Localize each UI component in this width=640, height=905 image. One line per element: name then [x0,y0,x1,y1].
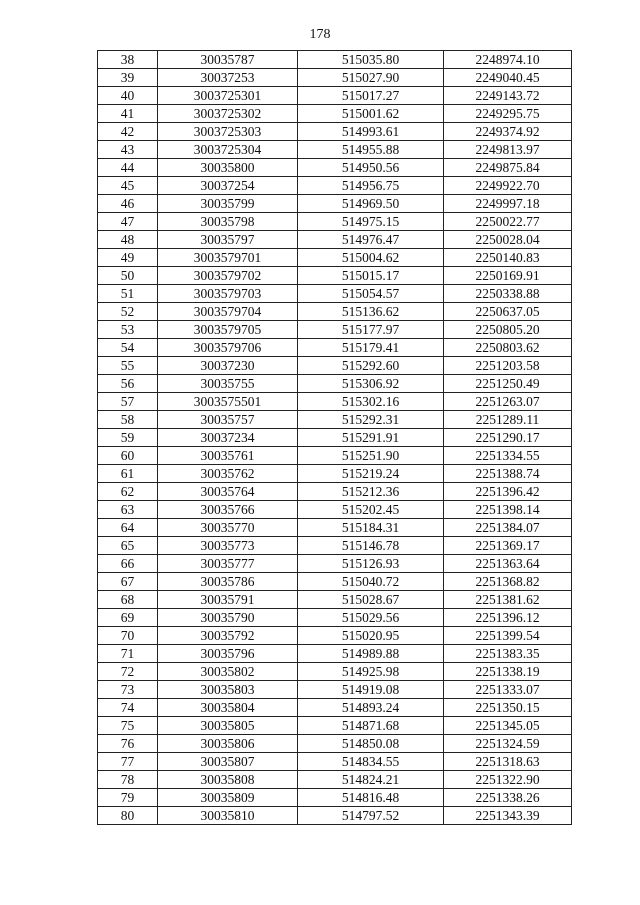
point-id-cell: 30037254 [158,177,298,195]
y-coordinate-cell: 2251396.42 [444,483,572,501]
point-id-cell: 30035792 [158,627,298,645]
x-coordinate-cell: 514975.15 [298,213,444,231]
row-index-cell: 68 [98,591,158,609]
table-row [98,501,572,519]
table-row [98,429,572,447]
table-row [98,411,572,429]
table-row [98,123,572,141]
row-index-cell: 55 [98,357,158,375]
x-coordinate-cell: 515251.90 [298,447,444,465]
point-id-cell: 30035806 [158,735,298,753]
y-coordinate-cell: 2251250.49 [444,375,572,393]
y-coordinate-cell: 2250169.91 [444,267,572,285]
point-id-cell: 30035791 [158,591,298,609]
x-coordinate-cell: 515219.24 [298,465,444,483]
y-coordinate-cell: 2251350.15 [444,699,572,717]
table-row [98,753,572,771]
row-index-cell: 41 [98,105,158,123]
table-row [98,159,572,177]
x-coordinate-cell: 515020.95 [298,627,444,645]
row-index-cell: 77 [98,753,158,771]
row-index-cell: 65 [98,537,158,555]
table-row [98,393,572,411]
table-row [98,303,572,321]
y-coordinate-cell: 2251318.63 [444,753,572,771]
row-index-cell: 74 [98,699,158,717]
y-coordinate-cell: 2250028.04 [444,231,572,249]
row-index-cell: 46 [98,195,158,213]
table-row [98,573,572,591]
y-coordinate-cell: 2251322.90 [444,771,572,789]
row-index-cell: 80 [98,807,158,825]
table-row [98,285,572,303]
point-id-cell: 3003579705 [158,321,298,339]
point-id-cell: 30035787 [158,51,298,69]
table-row [98,591,572,609]
table-row [98,717,572,735]
point-id-cell: 30035798 [158,213,298,231]
point-id-cell: 3003579704 [158,303,298,321]
table-row [98,51,572,69]
point-id-cell: 30035800 [158,159,298,177]
point-id-cell: 3003725301 [158,87,298,105]
x-coordinate-cell: 514993.61 [298,123,444,141]
row-index-cell: 47 [98,213,158,231]
table-row [98,645,572,663]
point-id-cell: 30035764 [158,483,298,501]
y-coordinate-cell: 2251396.12 [444,609,572,627]
row-index-cell: 64 [98,519,158,537]
x-coordinate-cell: 515015.17 [298,267,444,285]
y-coordinate-cell: 2249374.92 [444,123,572,141]
table-row [98,213,572,231]
table-row [98,807,572,825]
point-id-cell: 3003725302 [158,105,298,123]
point-id-cell: 30035796 [158,645,298,663]
y-coordinate-cell: 2251333.07 [444,681,572,699]
point-id-cell: 30037253 [158,69,298,87]
table-row [98,771,572,789]
y-coordinate-cell: 2251290.17 [444,429,572,447]
y-coordinate-cell: 2251399.54 [444,627,572,645]
table-row [98,357,572,375]
y-coordinate-cell: 2249813.97 [444,141,572,159]
point-id-cell: 30035808 [158,771,298,789]
table-row [98,537,572,555]
point-id-cell: 30035777 [158,555,298,573]
point-id-cell: 30035773 [158,537,298,555]
page-number: 178 [309,27,331,42]
y-coordinate-cell: 2250637.05 [444,303,572,321]
row-index-cell: 54 [98,339,158,357]
row-index-cell: 59 [98,429,158,447]
y-coordinate-cell: 2249997.18 [444,195,572,213]
y-coordinate-cell: 2251369.17 [444,537,572,555]
y-coordinate-cell: 2251345.05 [444,717,572,735]
point-id-cell: 30035809 [158,789,298,807]
table-row [98,681,572,699]
row-index-cell: 56 [98,375,158,393]
row-index-cell: 73 [98,681,158,699]
x-coordinate-cell: 515054.57 [298,285,444,303]
y-coordinate-cell: 2251388.74 [444,465,572,483]
table-row [98,177,572,195]
y-coordinate-cell: 2251398.14 [444,501,572,519]
table-row [98,609,572,627]
point-id-cell: 3003579702 [158,267,298,285]
y-coordinate-cell: 2249295.75 [444,105,572,123]
row-index-cell: 72 [98,663,158,681]
point-id-cell: 30035761 [158,447,298,465]
row-index-cell: 51 [98,285,158,303]
table-row [98,195,572,213]
point-id-cell: 30035802 [158,663,298,681]
y-coordinate-cell: 2251363.64 [444,555,572,573]
point-id-cell: 3003725304 [158,141,298,159]
table-row [98,663,572,681]
row-index-cell: 78 [98,771,158,789]
point-id-cell: 3003579706 [158,339,298,357]
x-coordinate-cell: 515126.93 [298,555,444,573]
table-row [98,231,572,249]
table-row [98,627,572,645]
point-id-cell: 30035799 [158,195,298,213]
x-coordinate-cell: 514893.24 [298,699,444,717]
x-coordinate-cell: 515035.80 [298,51,444,69]
row-index-cell: 67 [98,573,158,591]
point-id-cell: 30035762 [158,465,298,483]
point-id-cell: 30035804 [158,699,298,717]
y-coordinate-cell: 2251368.82 [444,573,572,591]
row-index-cell: 40 [98,87,158,105]
table-row [98,465,572,483]
x-coordinate-cell: 515306.92 [298,375,444,393]
x-coordinate-cell: 515177.97 [298,321,444,339]
table-row [98,105,572,123]
point-id-cell: 30035766 [158,501,298,519]
point-id-cell: 30035805 [158,717,298,735]
point-id-cell: 30035807 [158,753,298,771]
y-coordinate-cell: 2250022.77 [444,213,572,231]
x-coordinate-cell: 514925.98 [298,663,444,681]
y-coordinate-cell: 2251203.58 [444,357,572,375]
table-row [98,87,572,105]
y-coordinate-cell: 2251384.07 [444,519,572,537]
table-row [98,249,572,267]
y-coordinate-cell: 2251381.62 [444,591,572,609]
row-index-cell: 63 [98,501,158,519]
x-coordinate-cell: 515027.90 [298,69,444,87]
row-index-cell: 42 [98,123,158,141]
table-row [98,339,572,357]
x-coordinate-cell: 515179.41 [298,339,444,357]
row-index-cell: 70 [98,627,158,645]
point-id-cell: 30035797 [158,231,298,249]
row-index-cell: 50 [98,267,158,285]
table-row [98,447,572,465]
row-index-cell: 62 [98,483,158,501]
x-coordinate-cell: 514976.47 [298,231,444,249]
x-coordinate-cell: 515292.31 [298,411,444,429]
point-id-cell: 3003579703 [158,285,298,303]
row-index-cell: 58 [98,411,158,429]
row-index-cell: 60 [98,447,158,465]
row-index-cell: 61 [98,465,158,483]
x-coordinate-cell: 515202.45 [298,501,444,519]
point-id-cell: 30035810 [158,807,298,825]
y-coordinate-cell: 2249922.70 [444,177,572,195]
y-coordinate-cell: 2251383.35 [444,645,572,663]
x-coordinate-cell: 514950.56 [298,159,444,177]
x-coordinate-cell: 514969.50 [298,195,444,213]
table-row [98,321,572,339]
x-coordinate-cell: 514871.68 [298,717,444,735]
x-coordinate-cell: 514824.21 [298,771,444,789]
row-index-cell: 79 [98,789,158,807]
x-coordinate-cell: 515146.78 [298,537,444,555]
row-index-cell: 39 [98,69,158,87]
y-coordinate-cell: 2249143.72 [444,87,572,105]
table-row [98,483,572,501]
y-coordinate-cell: 2251338.26 [444,789,572,807]
row-index-cell: 76 [98,735,158,753]
x-coordinate-cell: 515028.67 [298,591,444,609]
point-id-cell: 30035770 [158,519,298,537]
x-coordinate-cell: 515292.60 [298,357,444,375]
table-row [98,699,572,717]
y-coordinate-cell: 2251263.07 [444,393,572,411]
table-row [98,789,572,807]
x-coordinate-cell: 515040.72 [298,573,444,591]
point-id-cell: 3003575501 [158,393,298,411]
y-coordinate-cell: 2251338.19 [444,663,572,681]
row-index-cell: 43 [98,141,158,159]
row-index-cell: 71 [98,645,158,663]
point-id-cell: 30037234 [158,429,298,447]
table-row [98,267,572,285]
x-coordinate-cell: 514834.55 [298,753,444,771]
x-coordinate-cell: 515212.36 [298,483,444,501]
point-id-cell: 30035757 [158,411,298,429]
row-index-cell: 69 [98,609,158,627]
x-coordinate-cell: 515001.62 [298,105,444,123]
x-coordinate-cell: 514956.75 [298,177,444,195]
y-coordinate-cell: 2250338.88 [444,285,572,303]
table-body [98,51,572,825]
row-index-cell: 53 [98,321,158,339]
y-coordinate-cell: 2249875.84 [444,159,572,177]
y-coordinate-cell: 2248974.10 [444,51,572,69]
point-id-cell: 30037230 [158,357,298,375]
y-coordinate-cell: 2251324.59 [444,735,572,753]
table-row [98,735,572,753]
x-coordinate-cell: 514816.48 [298,789,444,807]
y-coordinate-cell: 2250805.20 [444,321,572,339]
table-row [98,141,572,159]
row-index-cell: 49 [98,249,158,267]
point-id-cell: 30035790 [158,609,298,627]
row-index-cell: 52 [98,303,158,321]
y-coordinate-cell: 2249040.45 [444,69,572,87]
x-coordinate-cell: 515004.62 [298,249,444,267]
row-index-cell: 45 [98,177,158,195]
point-id-cell: 3003725303 [158,123,298,141]
table-row [98,69,572,87]
x-coordinate-cell: 514797.52 [298,807,444,825]
coordinate-table [97,50,572,825]
x-coordinate-cell: 515136.62 [298,303,444,321]
table-row [98,375,572,393]
y-coordinate-cell: 2251343.39 [444,807,572,825]
x-coordinate-cell: 514850.08 [298,735,444,753]
y-coordinate-cell: 2250803.62 [444,339,572,357]
row-index-cell: 66 [98,555,158,573]
point-id-cell: 30035755 [158,375,298,393]
table-row [98,555,572,573]
x-coordinate-cell: 514955.88 [298,141,444,159]
row-index-cell: 75 [98,717,158,735]
table-row [98,519,572,537]
y-coordinate-cell: 2251334.55 [444,447,572,465]
row-index-cell: 44 [98,159,158,177]
y-coordinate-cell: 2250140.83 [444,249,572,267]
row-index-cell: 38 [98,51,158,69]
row-index-cell: 48 [98,231,158,249]
point-id-cell: 30035786 [158,573,298,591]
x-coordinate-cell: 515291.91 [298,429,444,447]
point-id-cell: 3003579701 [158,249,298,267]
x-coordinate-cell: 515184.31 [298,519,444,537]
row-index-cell: 57 [98,393,158,411]
y-coordinate-cell: 2251289.11 [444,411,572,429]
x-coordinate-cell: 515302.16 [298,393,444,411]
x-coordinate-cell: 515029.56 [298,609,444,627]
x-coordinate-cell: 514989.88 [298,645,444,663]
x-coordinate-cell: 515017.27 [298,87,444,105]
x-coordinate-cell: 514919.08 [298,681,444,699]
point-id-cell: 30035803 [158,681,298,699]
